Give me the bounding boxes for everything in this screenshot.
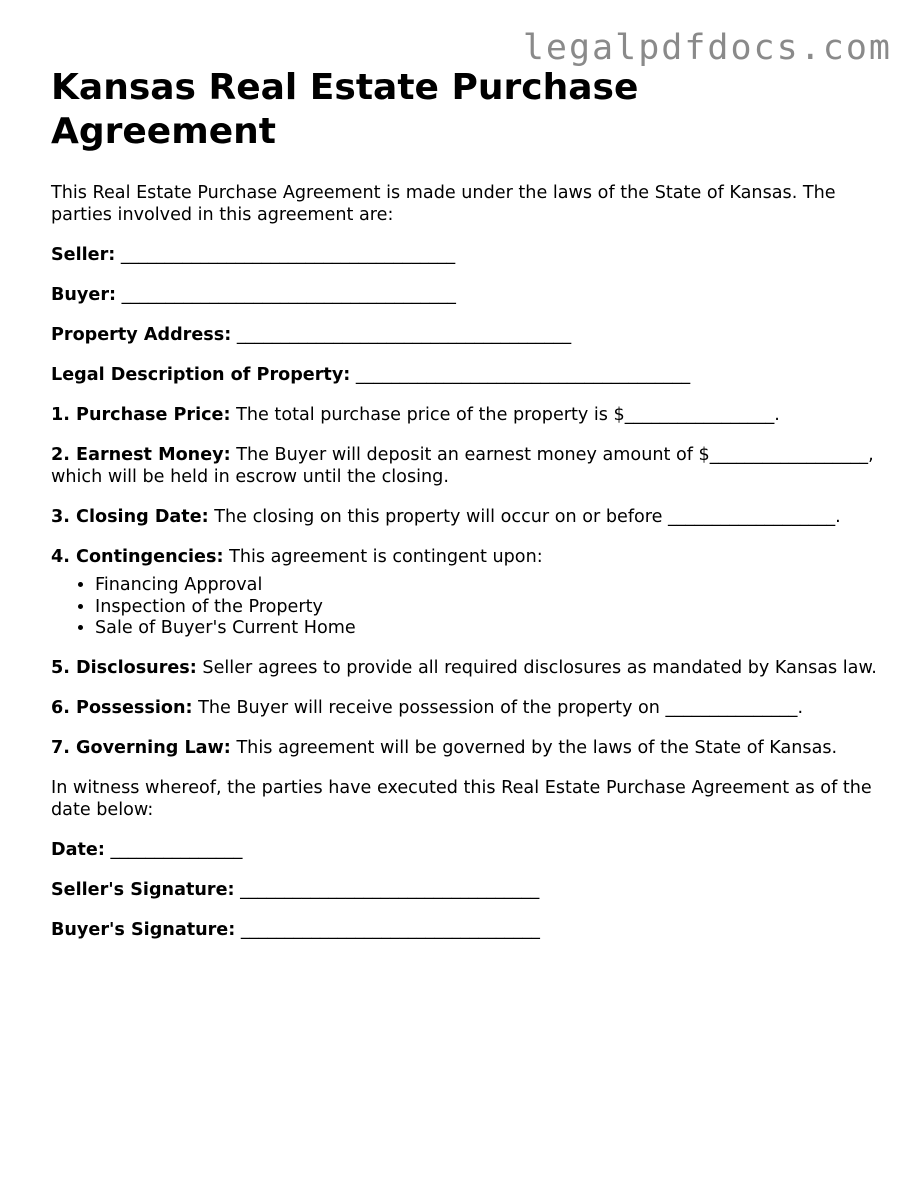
governing-law-text: This agreement will be governed by the laws of the State of Kansas. — [236, 737, 838, 758]
document-body — [51, 66, 881, 941]
buyer-field — [51, 284, 881, 306]
legal-description-blank: ______________________________________ — [355, 365, 691, 385]
closing-date-label: 3. Closing Date: — [51, 507, 209, 527]
earnest-money-text: The Buyer will deposit an earnest money amount of $__________________, which will be held in escrow until the closing. — [51, 445, 874, 487]
contingencies-label: 4. Contingencies: — [51, 547, 224, 567]
seller-blank: ______________________________________ — [120, 245, 456, 265]
closing-date-text: The closing on this property will occur on or before ___________________. — [214, 507, 841, 527]
property-address-field — [51, 324, 881, 346]
possession-text: The Buyer will receive possession of the property on _______________. — [198, 697, 804, 718]
earnest-money-section — [51, 444, 881, 488]
witness-paragraph: In witness whereof, the parties have executed this Real Estate Purchase Agreement as of the date below: — [51, 777, 872, 820]
list-item: • Inspection of the Property — [95, 597, 881, 619]
list-item: • Sale of Buyer's Current Home — [95, 618, 881, 640]
disclosures-label: 5. Disclosures: — [51, 657, 197, 678]
document-title: Kansas Real Estate Purchase Agreement — [51, 67, 639, 152]
closing-date-section — [51, 506, 881, 528]
disclosures-text: Seller agrees to provide all required disclosures as mandated by Kansas law. — [202, 657, 877, 678]
seller-signature-field — [51, 879, 881, 901]
contingency-list — [51, 575, 881, 640]
date-field — [51, 839, 881, 861]
property-address-label: Property Address: — [51, 325, 232, 345]
purchase-price-label: 1. Purchase Price: — [51, 405, 231, 425]
legal-description-field — [51, 364, 881, 386]
disclosures-section — [51, 657, 881, 679]
buyer-signature-blank: __________________________________ — [240, 919, 540, 940]
purchase-price-text: The total purchase price of the property is $_________________. — [236, 405, 780, 425]
date-blank: _______________ — [110, 839, 243, 860]
date-label: Date: — [51, 839, 105, 860]
contingencies-section — [51, 546, 881, 568]
seller-signature-label: Seller's Signature: — [51, 879, 235, 900]
seller-signature-blank: __________________________________ — [240, 879, 540, 900]
buyer-blank: ______________________________________ — [121, 285, 456, 305]
watermark: legalpdfdocs.com — [522, 28, 892, 68]
legal-description-label: Legal Description of Property: — [51, 365, 351, 385]
buyer-signature-field — [51, 919, 881, 941]
seller-field — [51, 244, 881, 266]
contingencies-text: This agreement is contingent upon: — [229, 547, 543, 567]
buyer-label: Buyer: — [51, 285, 117, 305]
buyer-signature-label: Buyer's Signature: — [51, 919, 236, 940]
seller-label: Seller: — [51, 245, 116, 265]
possession-label: 6. Possession: — [51, 697, 193, 718]
earnest-money-label: 2. Earnest Money: — [51, 445, 231, 465]
property-address-blank: ______________________________________ — [236, 325, 572, 345]
governing-law-section — [51, 737, 881, 759]
purchase-price-section — [51, 404, 881, 426]
possession-section — [51, 697, 881, 719]
intro-paragraph: This Real Estate Purchase Agreement is made under the laws of the State of Kansas. The parties involved in this agreement are: — [51, 183, 836, 225]
list-item: • Financing Approval — [95, 575, 881, 597]
governing-law-label: 7. Governing Law: — [51, 737, 231, 758]
